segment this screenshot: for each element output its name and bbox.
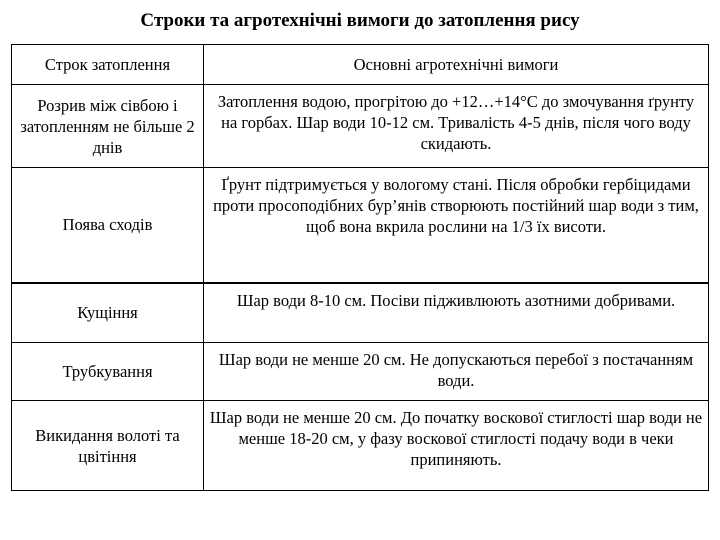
stage-cell: Кущіння: [12, 283, 204, 343]
column-header-stage: Строк затоплення: [12, 45, 204, 85]
column-header-requirements: Основні агротехнічні вимоги: [204, 45, 709, 85]
page-title: Строки та агротехнічні вимоги до затоплення рису: [140, 10, 580, 31]
table-row: [12, 283, 709, 343]
table-row: [12, 343, 709, 401]
stage-cell: Викидання волоті та цвітіння: [12, 401, 204, 491]
table-header-row: [12, 45, 709, 85]
table-row: [12, 401, 709, 491]
stage-cell: Трубкування: [12, 343, 204, 401]
requirements-cell: Затоплення водою, прогрітою до +12…+14°С до змочування ґрунту на горбах. Шар води 10-12 см. Тривалість 4-5 днів, після чого воду скидають.: [204, 85, 709, 168]
requirements-cell: Ґрунт підтримується у вологому стані. Після обробки гербіцидами проти просоподібних бур’янів створюють постійний шар води з тим, щоб вона вкрила рослини на 1/3 їх висоти.: [204, 168, 709, 283]
requirements-cell: Шар води 8-10 см. Посіви підживлюють азотними добривами.: [204, 283, 709, 343]
requirements-cell: Шар води не менше 20 см. Не допускаються перебої з постачанням води.: [204, 343, 709, 401]
table-row: [12, 168, 709, 283]
table-row: [12, 85, 709, 168]
flooding-requirements-table: [11, 44, 709, 491]
requirements-cell: Шар води не менше 20 см. До початку воскової стиглості шар води не менше 18-20 см, у фазу воскової стиглості подачу води в чеки припиняють.: [204, 401, 709, 491]
stage-cell: Поява сходів: [12, 168, 204, 283]
stage-cell: Розрив між сівбою і затопленням не більше 2 днів: [12, 85, 204, 168]
